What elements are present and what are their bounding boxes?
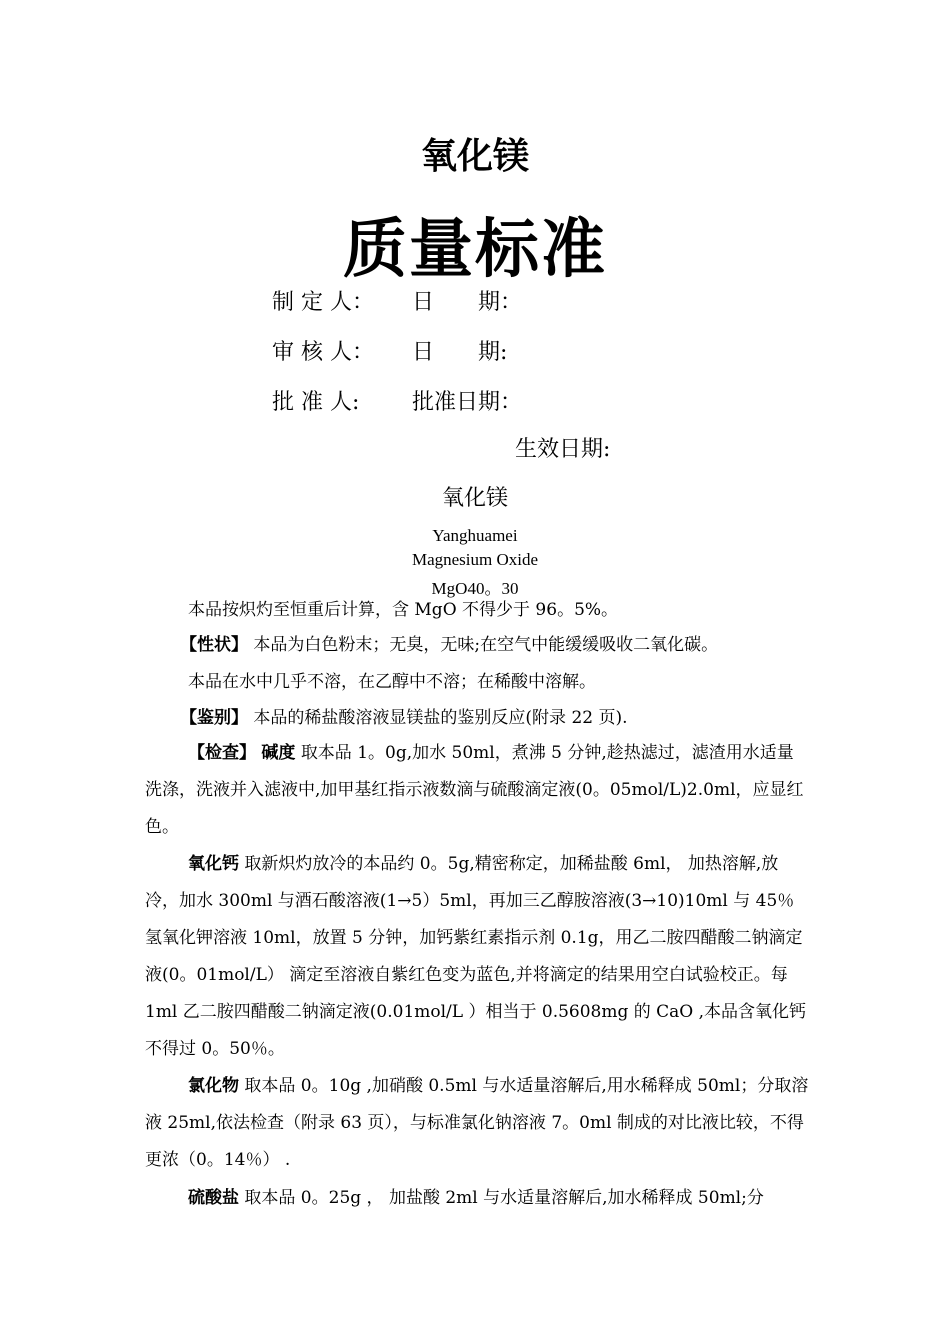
alkalinity-text: 取本品 1。0g,加水 50ml，煮沸 5 分钟,趁热滤过，滤渣用水适量洗涤，洗液并入滤液中,加甲基红指示液数滴与硫酸滴定液(0。05mol/L)2.0ml，应显红色。	[145, 743, 804, 837]
author-label: 制 定 人：	[272, 290, 374, 315]
approver-label: 批 准 人:	[272, 390, 360, 415]
character-heading: 【性状】	[180, 635, 248, 655]
section-character	[180, 627, 820, 664]
signature-row-author	[272, 285, 522, 316]
reviewer-label: 审 核 人：	[272, 340, 374, 365]
signature-row-reviewer	[272, 335, 507, 366]
check-heading: 【检查】	[188, 743, 256, 763]
document-title: 氧化镁	[420, 135, 529, 177]
chloride-heading: 氯化物	[188, 1076, 239, 1096]
identification-text: 本品的稀盐酸溶液显镁盐的鉴别反应(附录 22 页).	[253, 708, 628, 728]
author-date-label: 日 期：	[412, 290, 523, 315]
identification-heading: 【鉴别】	[180, 708, 248, 728]
calcium-oxide-heading: 氧化钙	[188, 854, 239, 874]
section-calcium-oxide	[145, 846, 810, 1068]
alkalinity-heading: 碱度	[261, 743, 296, 763]
molecular-formula: MgO40。30	[431, 579, 519, 598]
chloride-text: 取本品 0。10g ,加硝酸 0.5ml 与水适量溶解后,用水稀释成 50ml；分取溶液 25ml,依法检查（附录 63 页），与标准氯化钠溶液 7。0ml 制成的对比液比较，不得更浓（0。14％） .	[145, 1076, 809, 1170]
section-sulfate	[145, 1180, 810, 1217]
character-text: 本品为白色粉末；无臭，无味;在空气中能缓缓吸收二氧化碳。	[253, 635, 719, 655]
effective-date-label: 生效日期:	[515, 437, 611, 462]
section-identification	[180, 700, 820, 737]
document-heading: 质量标准	[343, 212, 607, 287]
drug-name-chinese: 氧化镁	[441, 486, 508, 511]
section-alkalinity	[145, 735, 810, 846]
drug-name-pinyin: Yanghuamei	[432, 526, 518, 545]
calcium-oxide-text: 取新炽灼放冷的本品约 0。5g,精密称定，加稀盐酸 6ml， 加热溶解,放冷，加水 300ml 与酒石酸溶液(1→5）5ml，再加三乙醇胺溶液(3→10)10ml 与 45％氢氧化钾溶液 10ml，放置 5 分钟，加钙紫红素指示剂 0.1g，用乙二胺四醋酸二钠滴定液(0。01mol/L） 滴定至溶液自紫红色变为蓝色,并将滴定的结果用空白试验校正。每 1ml 乙二胺四醋酸二钠滴定液(0.01mol/L ）相当于 0.5608mg 的 CaO ,本品含氧化钙不得过 0。50％。	[145, 854, 807, 1059]
approval-date-label: 批准日期：	[412, 390, 523, 415]
sulfate-heading: 硫酸盐	[188, 1188, 239, 1208]
reviewer-date-label: 日 期:	[412, 340, 508, 365]
section-chloride	[145, 1068, 810, 1179]
solubility-text: 本品在水中几乎不溶，在乙醇中不溶；在稀酸中溶解。	[188, 672, 596, 692]
sulfate-text: 取本品 0。25g ， 加盐酸 2ml 与水适量溶解后,加水稀释成 50ml;分	[244, 1188, 764, 1208]
drug-name-english: Magnesium Oxide	[411, 550, 539, 569]
signature-row-approver	[272, 385, 522, 416]
content-statement: 本品按炽灼至恒重后计算，含 MgO 不得少于 96。5%。	[188, 600, 619, 620]
